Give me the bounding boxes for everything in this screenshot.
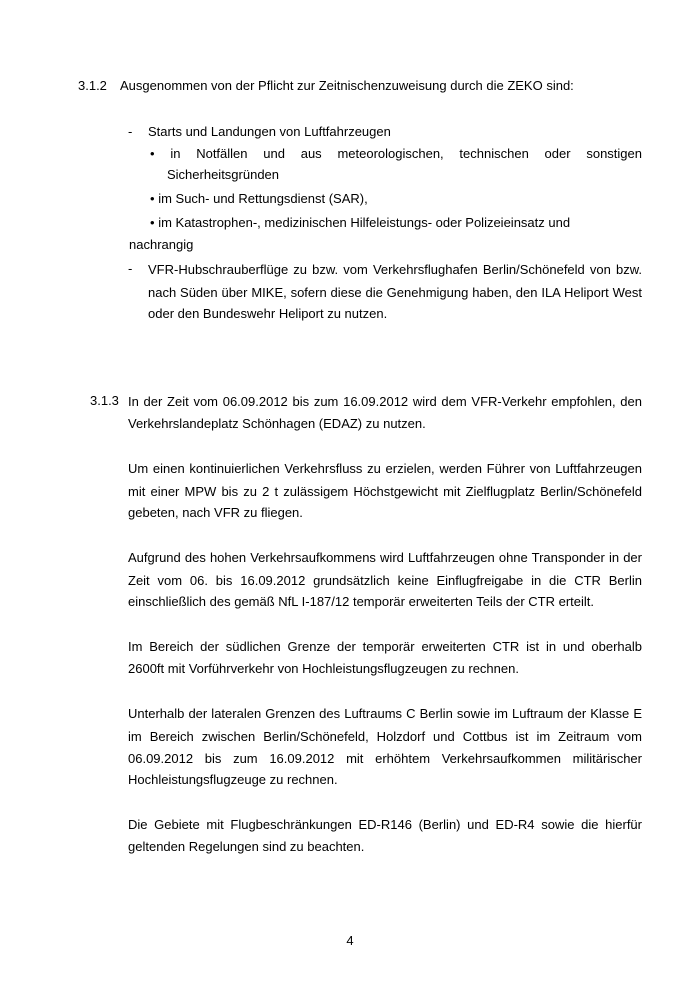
paragraph-5-line2: im Bereich zwischen Berlin/Schönefeld, Holzdorf und Cottbus ist im Zeitraum vom (128, 729, 642, 744)
paragraph-6-line2: geltenden Regelungen sind zu beachten. (128, 839, 365, 854)
list-item-vfr-line1: VFR-Hubschrauberflüge zu bzw. vom Verkehrsflughafen Berlin/Schönefeld von bzw. (148, 262, 642, 277)
paragraph-1-line2: Verkehrslandeplatz Schönhagen (EDAZ) zu nutzen. (128, 416, 426, 431)
paragraph-3-line3: einschließlich des gemäß NfL I-187/12 temporär erweiterten Teils der CTR erteilt. (128, 594, 595, 609)
paragraph-2-line3: gebeten, nach VFR zu fliegen. (128, 505, 303, 520)
list-dash-2: - (128, 261, 133, 276)
section-heading-312: Ausgenommen von der Pflicht zur Zeitnischenzuweisung durch die ZEKO sind: (120, 78, 574, 93)
list-item-trailing: nachrangig (129, 237, 194, 252)
bullet-text: im Such- und Rettungsdienst (SAR), (158, 191, 368, 206)
paragraph-2-line2: mit einer MPW bis zu 2 t zulässigem Höchstgewicht mit Zielflugplatz Berlin/Schönefeld (128, 484, 642, 499)
section-number-312: 3.1.2 (78, 78, 107, 93)
bullet-text: in Notfällen und aus meteorologischen, technischen oder sonstigen (170, 146, 642, 161)
list-dash-1: - (128, 124, 133, 139)
bullet-mark: • (150, 191, 155, 206)
bullet-text: im Katastrophen-, medizinischen Hilfeleistungs- oder Polizeieinsatz und (158, 215, 571, 230)
bullet-mark: • (150, 146, 155, 161)
paragraph-5-line4: Hochleistungsflugzeuge zu rechnen. (128, 772, 338, 787)
paragraph-5-line3: 06.09.2012 bis zum 16.09.2012 mit erhöhtem Verkehrsaufkommen militärischer (128, 751, 642, 766)
bullet-item-sar (150, 191, 368, 206)
list-item-starts-landungen: Starts und Landungen von Luftfahrzeugen (148, 124, 391, 139)
bullet-item-notfaelle-line1 (150, 145, 642, 163)
paragraph-6-line1: Die Gebiete mit Flugbeschränkungen ED-R146 (Berlin) und ED-R4 sowie die hierfür (128, 817, 642, 832)
page-number: 4 (346, 933, 354, 948)
bullet-item-notfaelle-line2: Sicherheitsgründen (167, 167, 280, 182)
section-number-313: 3.1.3 (90, 393, 119, 408)
list-item-vfr-line2: nach Süden über MIKE, sofern diese die Genehmigung haben, den ILA Heliport West (148, 285, 642, 300)
list-item-vfr-line3: oder den Bundeswehr Heliport zu nutzen. (148, 306, 388, 321)
paragraph-2-line1: Um einen kontinuierlichen Verkehrsfluss zu erzielen, werden Führer von Luftfahrzeugen (128, 461, 642, 476)
paragraph-4-line2: 2600ft mit Vorführverkehr von Hochleistungsflugzeugen zu rechnen. (128, 661, 519, 676)
paragraph-3-line2: Zeit vom 06. bis 16.09.2012 grundsätzlich keine Einflugfreigabe in die CTR Berlin (128, 573, 642, 588)
bullet-item-katastrophen (150, 215, 570, 230)
paragraph-1-line1: In der Zeit vom 06.09.2012 bis zum 16.09.2012 wird dem VFR-Verkehr empfohlen, den (128, 394, 642, 409)
paragraph-4-line1: Im Bereich der südlichen Grenze der temporär erweiterten CTR ist in und oberhalb (128, 639, 642, 654)
paragraph-3-line1: Aufgrund des hohen Verkehrsaufkommens wird Luftfahrzeugen ohne Transponder in der (128, 550, 642, 565)
bullet-mark: • (150, 215, 155, 230)
paragraph-5-line1: Unterhalb der lateralen Grenzen des Luftraums C Berlin sowie im Luftraum der Klasse E (128, 706, 642, 721)
